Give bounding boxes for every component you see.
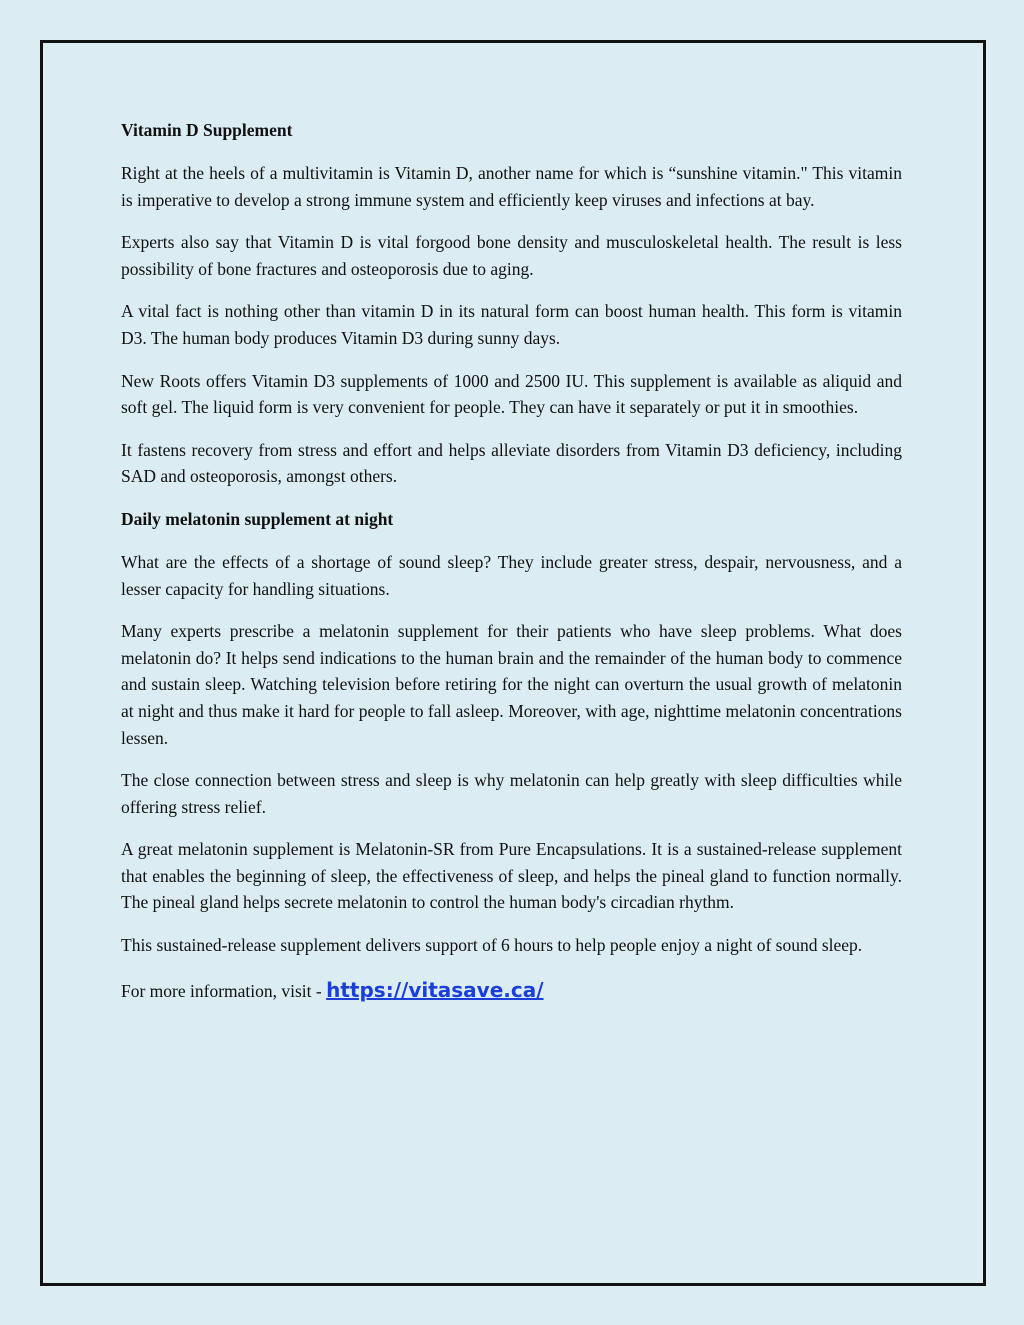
melatonin-paragraph-4: A great melatonin supplement is Melatonin-SR from Pure Encapsulations. It is a sustained-release supplement that enables the beginning of sleep, the effectiveness of sleep, and helps the pineal gland to function normally. The pineal gland helps secrete melatonin to control the human body's circadian rhythm. [121,839,902,913]
vitamin-d-paragraph-5: It fastens recovery from stress and effort and helps alleviate disorders from Vitamin D3 deficiency, including SAD and osteoporosis, amongst others. [121,439,902,487]
melatonin-paragraph-2: Many experts prescribe a melatonin supplement for their patients who have sleep problems. What does melatonin do? It helps send indications to the human brain and the remainder of the human body to commence and sustain sleep. Watching television before retiring for the night can overturn the usual growth of melatonin at night and thus make it hard for people to fall asleep. Moreover, with age, nighttime melatonin concentrations lessen. [121,621,902,748]
document-content [121,117,902,1006]
vitasave-link[interactable]: https://vitasave.ca/ [326,977,544,1002]
vitamin-d-paragraph-4: New Roots offers Vitamin D3 supplements of 1000 and 2500 IU. This supplement is available as aliquid and soft gel. The liquid form is very convenient for people. They can have it separately or put it in smoothies. [121,370,902,418]
vitamin-d-paragraph-3: A vital fact is nothing other than vitamin D in its natural form can boost human health. This form is vitamin D3. The human body produces Vitamin D3 during sunny days. [121,301,902,348]
vitamin-d-paragraph-2: Experts also say that Vitamin D is vital forgood bone density and musculoskeletal health. The result is less possibility of bone fractures and osteoporosis due to aging. [121,232,902,279]
melatonin-paragraph-3: The close connection between stress and sleep is why melatonin can help greatly with sleep difficulties while offering stress relief. [121,770,902,817]
more-info-line [121,975,902,1006]
melatonin-paragraph-1: What are the effects of a shortage of sound sleep? They include greater stress, despair, nervousness, and a lesser capacity for handling situations. [121,551,902,599]
vitamin-d-paragraph-1: Right at the heels of a multivitamin is Vitamin D, another name for which is “sunshine vitamin." This vitamin is imperative to develop a strong immune system and efficiently keep viruses and infections at bay. [121,163,902,210]
melatonin-heading: Daily melatonin supplement at night [121,508,394,529]
more-info-text: For more information, visit - [121,980,327,1001]
melatonin-paragraph-5: This sustained-release supplement delivers support of 6 hours to help people enjoy a night of sound sleep. [121,935,863,956]
vitamin-d-heading: Vitamin D Supplement [121,120,293,140]
